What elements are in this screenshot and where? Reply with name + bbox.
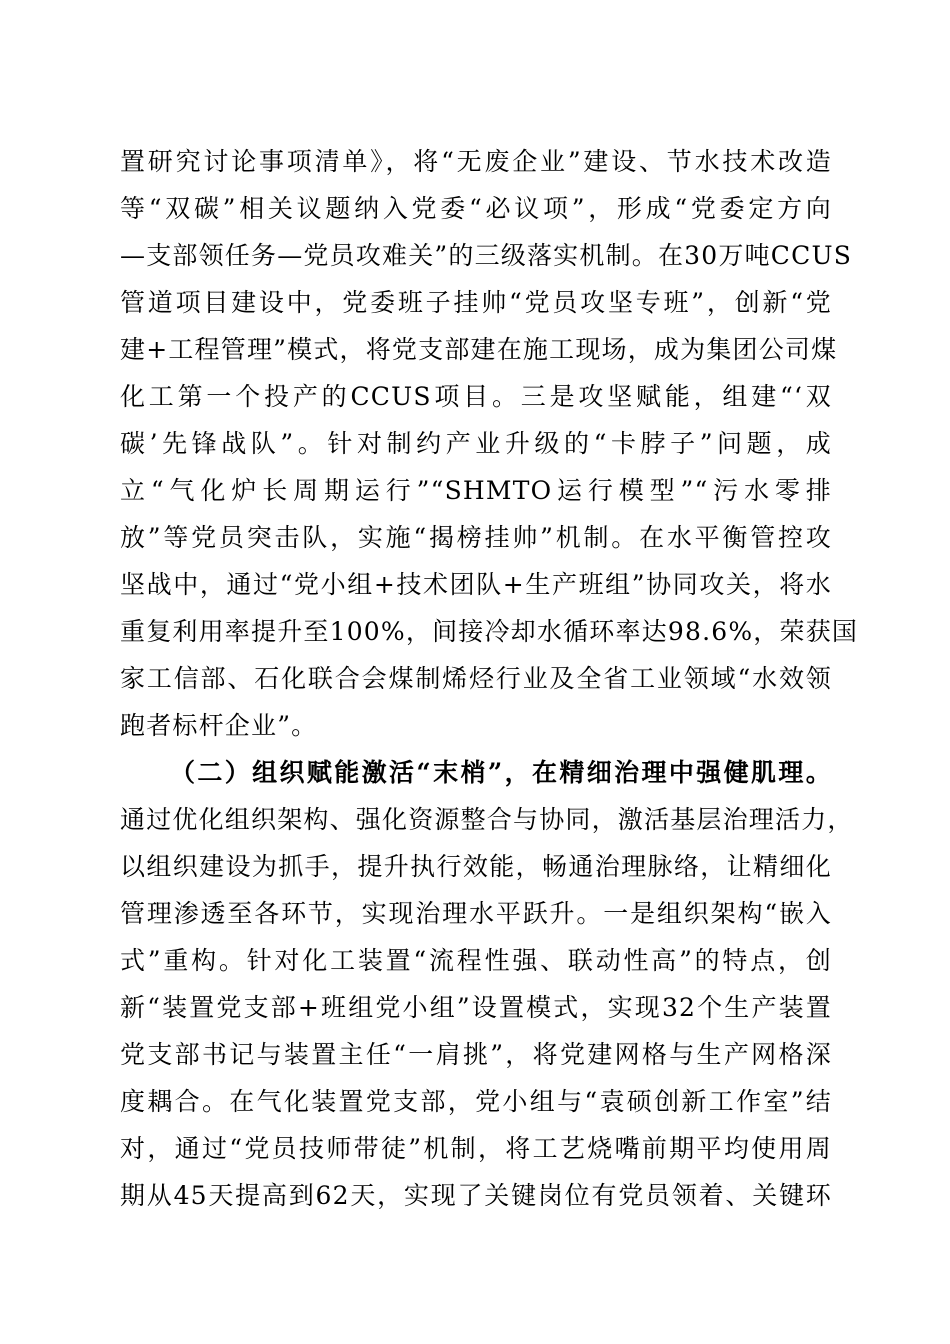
text-line: 党支部书记与装置主任“一肩挑”，将党建网格与生产网格深 [120, 1040, 832, 1069]
text-line: 化工第一个投产的CCUS项目。三是攻坚赋能，组建“‘双 [120, 382, 832, 411]
text-line: 期从45天提高到62天，实现了关键岗位有党员领着、关键环 [120, 1181, 832, 1210]
text-line: 置研究讨论事项清单》，将“无废企业”建设、节水技术改造 [120, 147, 832, 176]
text-line: 放”等党员突击队，实施“揭榜挂帅”机制。在水平衡管控攻 [120, 523, 832, 552]
text-line: 新“装置党支部+班组党小组”设置模式，实现32个生产装置 [120, 993, 832, 1022]
text-line: 式”重构。针对化工装置“流程性强、联动性高”的特点，创 [120, 946, 832, 975]
text-line: 等“双碳”相关议题纳入党委“必议项”，形成“党委定方向 [120, 194, 832, 223]
text-line: 碳’先锋战队”。针对制约产业升级的“卡脖子”问题，成 [120, 429, 832, 458]
text-line: 对，通过“党员技师带徒”机制，将工艺烧嘴前期平均使用周 [120, 1134, 832, 1163]
text-line: 跑者标杆企业”。 [120, 711, 318, 740]
text-line: 通过优化组织架构、强化资源整合与协同，激活基层治理活力， [120, 805, 854, 834]
section-heading: （二）组织赋能激活“末梢”，在精细治理中强健肌理。 [170, 758, 832, 787]
text-line: 管道项目建设中，党委班子挂帅“党员攻坚专班”，创新“党 [120, 288, 832, 317]
text-line: —支部领任务—党员攻难关”的三级落实机制。在30万吨CCUS [120, 241, 853, 270]
text-line: 度耦合。在气化装置党支部，党小组与“袁硕创新工作室”结 [120, 1087, 832, 1116]
text-line: 家工信部、石化联合会煤制烯烃行业及全省工业领域“水效领 [120, 664, 832, 693]
text-line: 建+工程管理”模式，将党支部建在施工现场，成为集团公司煤 [120, 335, 838, 364]
text-line: 坚战中，通过“党小组+技术团队+生产班组”协同攻关，将水 [120, 570, 832, 599]
text-line: 重复利用率提升至100%，间接冷却水循环率达98.6%，荣获国 [120, 617, 859, 646]
text-line: 管理渗透至各环节，实现治理水平跃升。一是组织架构“嵌入 [120, 899, 832, 928]
text-line: 以组织建设为抓手，提升执行效能，畅通治理脉络，让精细化 [120, 852, 832, 881]
text-line: 立“气化炉长周期运行”“SHMTO运行模型”“污水零排 [120, 476, 832, 505]
